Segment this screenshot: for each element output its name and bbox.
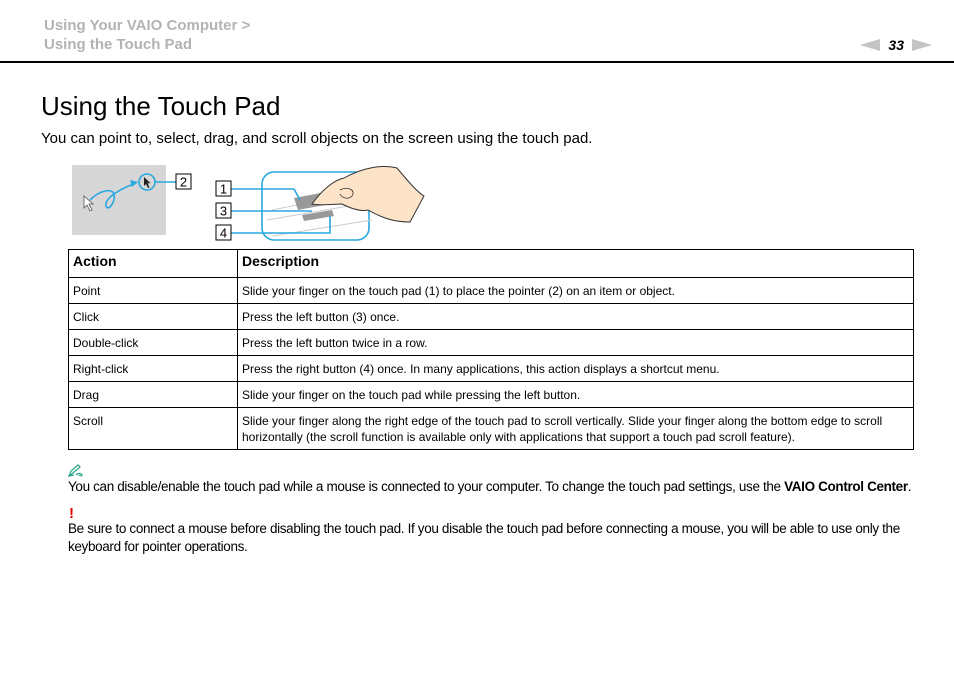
description-cell: Slide your finger on the touch pad while pressing the left button. (238, 382, 914, 408)
vaio-control-center-label: VAIO Control Center (784, 479, 908, 494)
description-cell: Press the right button (4) once. In many applications, this action displays a shortcut menu. (238, 356, 914, 382)
touch-pad-illustration (72, 160, 432, 246)
triangle-left-icon[interactable] (860, 39, 880, 51)
table-header-row (69, 250, 914, 278)
svg-text:1: 1 (219, 181, 228, 197)
action-cell: Right-click (69, 356, 238, 382)
description-cell: Press the left button twice in a row. (238, 330, 914, 356)
svg-text:4: 4 (219, 225, 228, 241)
action-cell: Click (69, 304, 238, 330)
breadcrumb (44, 16, 250, 54)
column-header-description: Description (238, 250, 914, 278)
table-row (69, 278, 914, 304)
triangle-right-icon[interactable] (912, 39, 932, 51)
svg-text:2: 2 (179, 174, 188, 190)
breadcrumb-current[interactable]: Using the Touch Pad (44, 36, 193, 53)
note-paragraph: You can disable/enable the touch pad while a mouse is connected to your computer. To change the touch pad settings, use the VAIO Control Center. (68, 479, 912, 494)
intro-paragraph: You can point to, select, drag, and scroll objects on the screen using the touch pad. (41, 130, 593, 147)
description-cell: Slide your finger on the touch pad (1) to place the pointer (2) on an item or object. (238, 278, 914, 304)
description-cell: Slide your finger along the right edge of the touch pad to scroll vertically. Slide your finger along the bottom edge to scroll horizontally (the scroll function is available only with applications that support a touch pad scroll feature). (238, 408, 914, 450)
table-row (69, 382, 914, 408)
page-navigator (860, 37, 932, 53)
action-cell: Scroll (69, 408, 238, 450)
page-title: Using the Touch Pad (41, 91, 281, 121)
breadcrumb-parent[interactable]: Using Your VAIO Computer > (44, 17, 251, 34)
table-row (69, 330, 914, 356)
action-cell: Drag (69, 382, 238, 408)
page-number: 33 (888, 37, 904, 53)
warning-paragraph: Be sure to connect a mouse before disabling the touch pad. If you disable the touch pad before connecting a mouse, you will be able to use only the keyboard for pointer operations. (68, 521, 900, 554)
action-cell: Double-click (69, 330, 238, 356)
touch-pad-actions-table (68, 249, 914, 450)
exclamation-icon: ! (69, 505, 74, 522)
svg-text:3: 3 (219, 203, 228, 219)
table-row (69, 356, 914, 382)
action-cell: Point (69, 278, 238, 304)
table-row (69, 304, 914, 330)
header-divider (0, 61, 954, 63)
table-row (69, 408, 914, 450)
description-cell: Press the left button (3) once. (238, 304, 914, 330)
column-header-action: Action (69, 250, 238, 278)
